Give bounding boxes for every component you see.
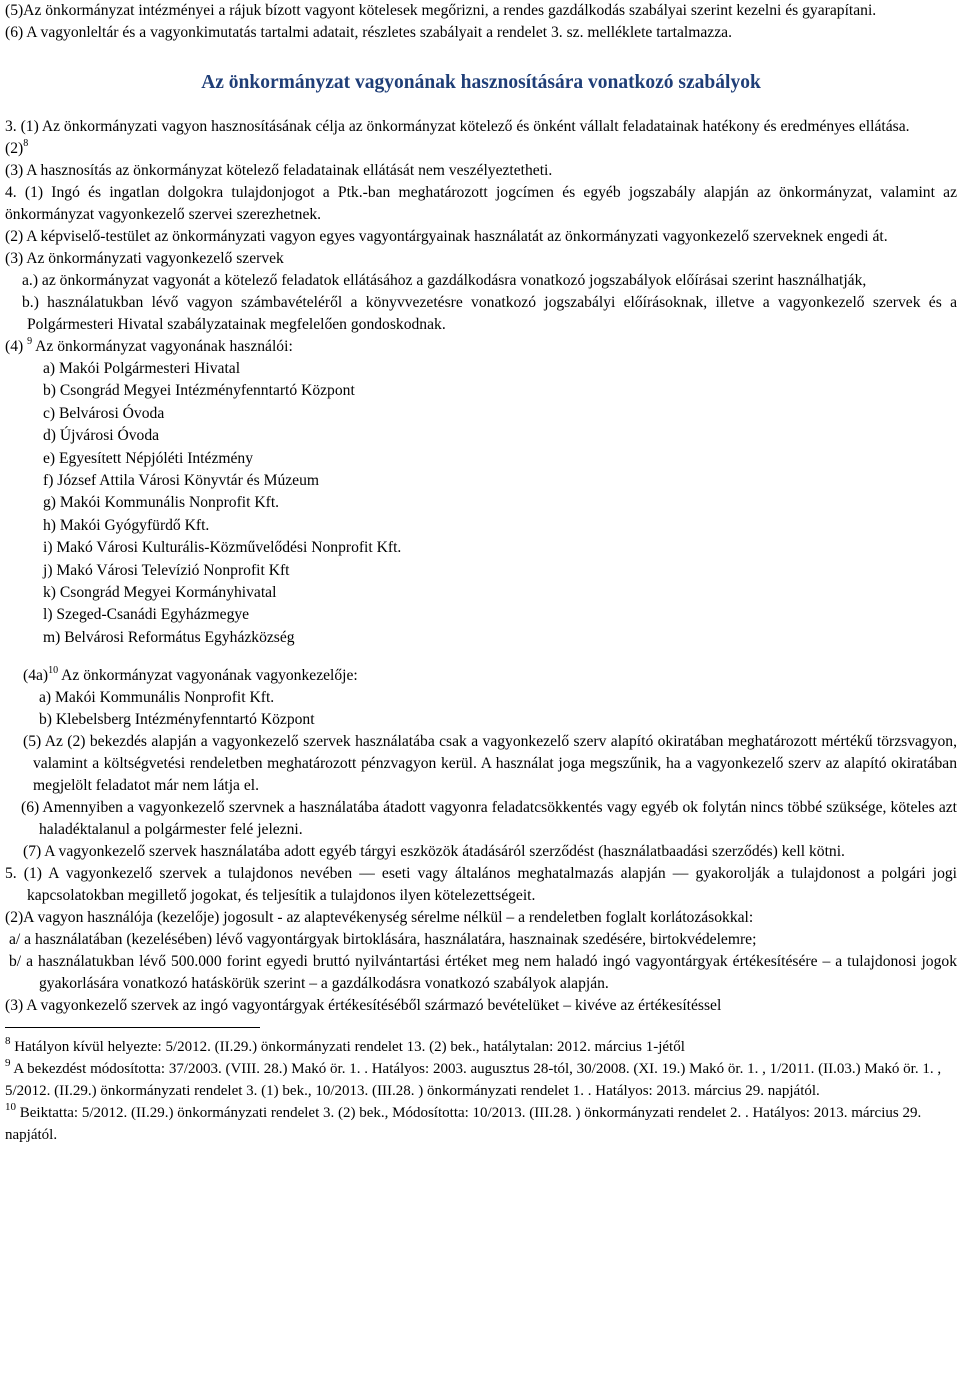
list-item: b) Klebelsberg Intézményfenntartó Központ — [39, 711, 315, 729]
section-heading: Az önkormányzat vagyonának hasznosítására vonatkozó szabályok — [201, 72, 761, 93]
paragraph-intro-6: (6) A vagyonleltár és a vagyonkimutatás tartalmi adatait, részletes szabályait a rendelet 3. sz. melléklete tartalmazza. — [5, 24, 732, 41]
list-item: a) Makói Kommunális Nonprofit Kft. — [39, 689, 275, 707]
paragraph-4-3-a: a.) az önkormányzat vagyonát a kötelező feladatok ellátásához a gazdálkodásra vonatkozó jogszabályok előírásai szerint használhatják, — [22, 272, 867, 289]
document-page — [5, 0, 957, 1146]
paragraph-5-1: 5. (1) A vagyonkezelő szervek a tulajdonos nevében — eseti vagy általános meghatalmazás alapján — gyakorolják a tulajdonost a polgári jogi kapcsolatokban megillető jogokat, és teljesítik a tulajdonos ilyen kötelezettségeit. — [5, 865, 957, 905]
paragraph-3-1: 3. (1) Az önkormányzati vagyon hasznosításának célja az önkormányzat kötelező és önként vállalt feladatainak hatékony és eredményes ellátása. — [5, 118, 910, 135]
footnote-8: $^8$ Hatályon kívül helyezte: 5/2012. (II.29.) önkormányzati rendelet 13. (2) bek., hatálytalan: 2012. március 1-jétől — [5, 1035, 685, 1056]
paragraph-5-2-a: a/ a használatában (kezelésében) lévő vagyontárgyak birtoklására, használatára, hasznainak szedésére, birtokvédelemre; — [9, 931, 757, 949]
paragraph-4-3: (3) Az önkormányzati vagyonkezelő szervek — [5, 250, 284, 267]
footnote-10: $^{10}$ Beiktatta: 5/2012. (II.29.) önkormányzati rendelet 3. (2) bek., Módosította: 10/2013. (III.28. ) önkormányzati rendelet 2. . Hatályos: 2013. március 29. napjától. — [5, 1101, 922, 1144]
paragraph-3-3: (3) A hasznosítás az önkormányzat kötelező feladatainak ellátását nem veszélyeztetheti. — [5, 162, 553, 179]
list-item: d) Újvárosi Óvoda — [43, 427, 160, 445]
paragraph-4-2: (2) A képviselő-testület az önkormányzati vagyon egyes vagyontárgyainak használatát az önkormányzati vagyonkezelő szerveknek engedi át. — [5, 228, 888, 245]
paragraph-5-2: (2)A vagyon használója (kezelője) jogosult - az alaptevékenység sérelme nélkül – a rendeletben foglalt korlátozásokkal: — [5, 909, 754, 927]
paragraph-4-1: 4. (1) Ingó és ingatlan dolgokra tulajdonjogot a Ptk.-ban meghatározott jogcímen és egyéb jogszabály alapján az önkormányzat, valamint az önkormányzat vagyonkezelő szervei szerezhetnek. — [5, 184, 957, 223]
paragraph-4-6: (6) Amennyiben a vagyonkezelő szervnek a használatába átadott vagyonra feladatcsökkentés vagy egyéb ok folytán nincs többé szüksége, köteles azt haladéktalanul a polgármester felé jelezni. — [21, 799, 957, 839]
list-item: b) Csongrád Megyei Intézményfenntartó Központ — [43, 382, 355, 400]
paragraph-4-4: (4) $^9$ Az önkormányzat vagyonának használói: — [5, 336, 293, 355]
list-item: l) Szeged-Csanádi Egyházmegye — [43, 606, 250, 624]
list-item: g) Makói Kommunális Nonprofit Kft. — [43, 494, 280, 512]
paragraph-5-2-b: b/ a használatukban lévő 500.000 forint egyedi bruttó nyilvántartási értéket meg nem haladó ingó vagyontárgyak értékesítésére – a tulajdonosi jogok gyakorlására vonatkozó hatáskörük szerint – a gazdálkodásra vonatkozó szabályok alapján. — [9, 953, 957, 993]
list-item: h) Makói Gyógyfürdő Kft. — [43, 516, 210, 534]
list-item: k) Csongrád Megyei Kormányhivatal — [43, 584, 277, 602]
paragraph-4-5: (5) Az (2) bekezdés alapján a vagyonkezelő szervek használatába csak a vagyonkezelő szerv alapító okiratában meghatározott mértékű törzsvagyon, valamint a költségvetési rendeletben meghatározott pénzvagyon kerül. A használat joga megszűnik, ha a vagyonkezelő szerv az alapító okiratában megjelölt feladatot már nem látja el. — [23, 733, 957, 795]
list-item: i) Makó Városi Kulturális-Közművelődési Nonprofit Kft. — [43, 539, 402, 557]
footnote-9: $^9$ A bekezdést módosította: 37/2003. (VIII. 28.) Makó ör. 1. . Hatályos: 2003. augusztus 28-tól, 30/2008. (XI. 19.) Makó ör. 1. , 1/2011. (II.03.) Makó ör. 1. , 5/2012. (II.29.) önkormányzati rendelet 3. (1) bek., 10/2013. (III.28. ) önkormányzati rendelet 1. . Hatályos: 2013. március 29. napjától. — [5, 1057, 942, 1100]
list-item: j) Makó Városi Televízió Nonprofit Kft — [43, 561, 290, 579]
footnote-ref-9[interactable]: 9 — [27, 336, 33, 347]
list-item: c) Belvárosi Óvoda — [43, 404, 165, 422]
footnote-ref-8[interactable]: 8 — [23, 138, 29, 149]
paragraph-4a: $(4a)^{10}$ Az önkormányzat vagyonának vagyonkezelője: — [23, 665, 358, 685]
paragraph-5-3: (3) A vagyonkezelő szervek az ingó vagyontárgyak értékesítéséből származó bevételüket – kivéve az értékesítéssel — [5, 997, 722, 1015]
paragraph-4-7: (7) A vagyonkezelő szervek használatába adott egyéb tárgyi eszközök átadásáról szerződést (használatbaadási szerződés) kell kötni. — [23, 843, 845, 861]
users-list — [5, 358, 957, 649]
footnote-ref-10[interactable]: 10 — [48, 665, 59, 677]
paragraph-intro-5: (5)Az önkormányzat intézményei a rájuk bízott vagyont kötelesek megőrizni, a rendes gazdálkodás szabályai szerint kezelni és gyarapítani. — [5, 2, 877, 19]
spacer — [5, 649, 957, 665]
list-item: e) Egyesített Népjóléti Intézmény — [43, 449, 254, 467]
paragraph-4-3-b: b.) használatukban lévő vagyon számbavételéről a könyvvezetésre vonatkozó jogszabályi előírásoknak, illetve a vagyonkezelő szervek és a Polgármesteri Hivatal szabályzatainak megfelelően gondoskodnak. — [22, 294, 957, 333]
footnotes — [5, 1036, 957, 1146]
list-item: a) Makói Polgármesteri Hivatal — [43, 360, 241, 377]
footnote-divider — [5, 1027, 260, 1028]
list-item: f) József Attila Városi Könyvtár és Múzeum — [43, 472, 320, 490]
list-item: m) Belvárosi Református Egyházközség — [43, 628, 295, 646]
paragraph-3-2: $(2)^8$ — [5, 138, 29, 157]
